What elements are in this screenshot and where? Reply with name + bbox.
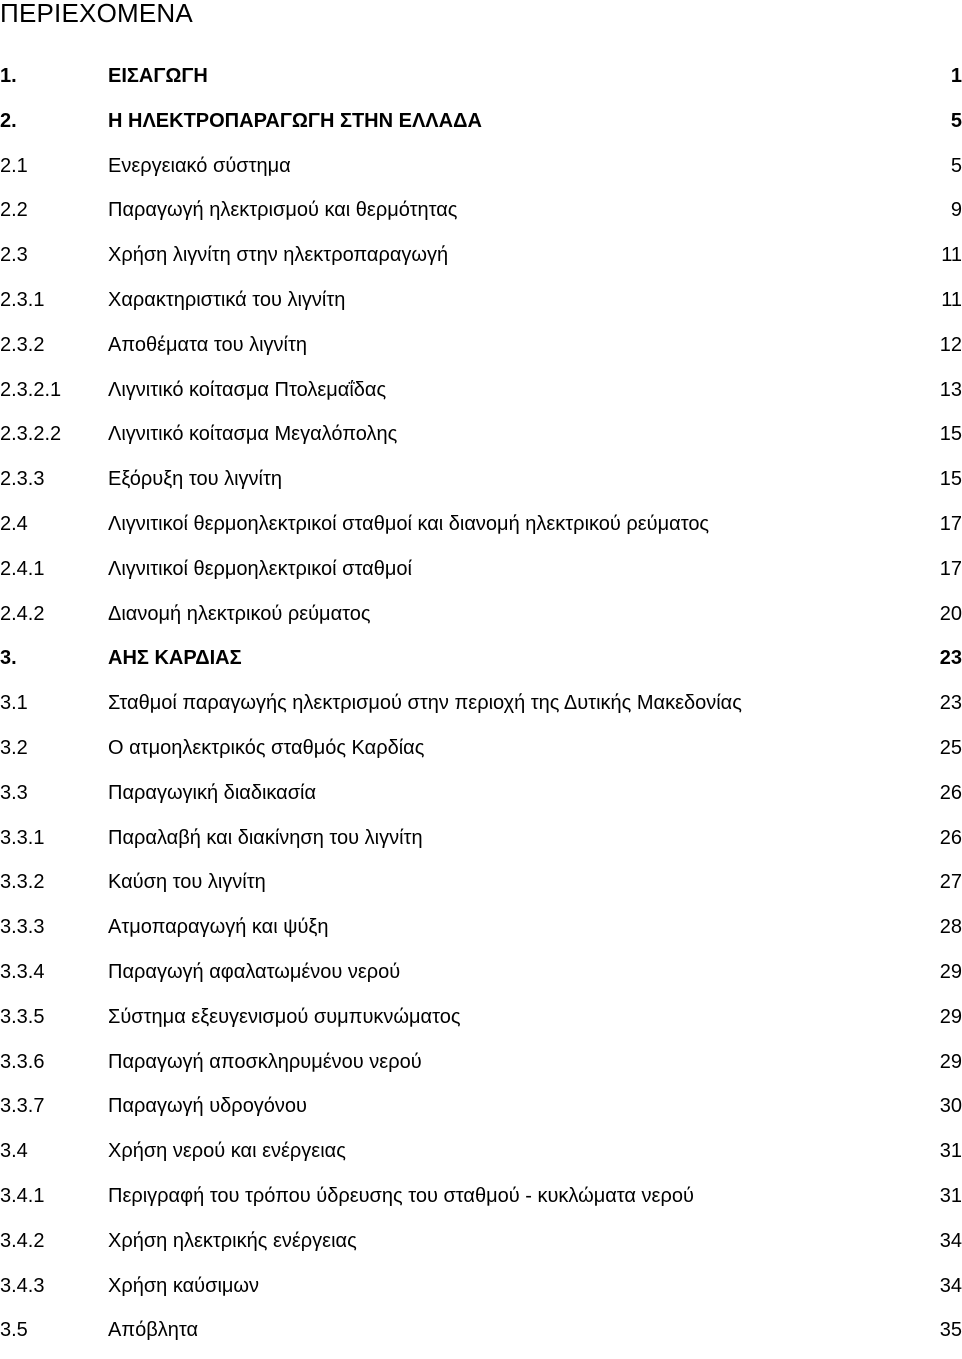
toc-entry[interactable] — [0, 553, 962, 598]
toc-entry-title: ΑΗΣ ΚΑΡΔΙΑΣ — [108, 647, 242, 670]
toc-entry[interactable] — [0, 1180, 962, 1225]
toc-entry-number: 3.3 — [0, 781, 28, 804]
toc-entry-title: Χαρακτηριστικά του λιγνίτη — [108, 288, 346, 311]
toc-entry[interactable] — [0, 284, 962, 329]
toc-entry[interactable] — [0, 508, 962, 553]
toc-entry[interactable] — [0, 329, 962, 374]
toc-entry[interactable] — [0, 194, 962, 239]
toc-entry-title: Περιγραφή του τρόπου ύδρευσης του σταθμού - κυκλώματα νερού — [108, 1184, 694, 1207]
toc-entry[interactable] — [0, 1001, 962, 1046]
toc-entry-number: 2.4 — [0, 512, 28, 535]
toc-entry-title: Σταθμοί παραγωγής ηλεκτρισμού στην περιοχή της Δυτικής Μακεδονίας — [108, 692, 742, 715]
page-title: ΠΕΡΙΕΧΟΜΕΝΑ — [0, 0, 193, 28]
toc-entry-number: 2.4.2 — [0, 602, 45, 625]
toc-entry-number: 3.3.2 — [0, 871, 45, 894]
toc-entry-title: Ο ατμοηλεκτρικός σταθμός Καρδίας — [108, 736, 425, 759]
toc-entry-number: 3.4.1 — [0, 1184, 45, 1207]
toc-entry[interactable] — [0, 866, 962, 911]
toc-entry[interactable] — [0, 418, 962, 463]
toc-entry-page-number: 31 — [939, 1184, 962, 1207]
toc-entry-number: 2.4.1 — [0, 557, 45, 580]
toc-entry-page-number: 20 — [939, 602, 962, 625]
table-of-contents — [0, 60, 962, 1359]
toc-entry-page-number: 26 — [939, 781, 962, 804]
toc-entry-page-number: 29 — [939, 1005, 962, 1028]
toc-entry-page-number: 34 — [939, 1229, 962, 1252]
toc-entry-page-number: 11 — [941, 244, 962, 267]
toc-entry-title: Λιγνιτικοί θερμοηλεκτρικοί σταθμοί και διανομή ηλεκτρικού ρεύματος — [108, 512, 710, 535]
toc-entry-title: Παραγωγή αποσκληρυμένου νερού — [108, 1050, 422, 1073]
toc-entry-number: 3.3.5 — [0, 1005, 45, 1028]
toc-entry[interactable] — [0, 598, 962, 643]
toc-entry-number: 3.5 — [0, 1319, 28, 1342]
toc-entry-title: Σύστημα εξευγενισμού συμπυκνώματος — [108, 1005, 461, 1028]
toc-entry-number: 3.3.1 — [0, 826, 45, 849]
toc-entry-title: Ενεργειακό σύστημα — [108, 154, 291, 177]
toc-entry-number: 3.3.4 — [0, 960, 45, 983]
toc-entry-number: 3.4 — [0, 1140, 28, 1163]
toc-entry-number: 2. — [0, 109, 17, 132]
toc-entry-page-number: 17 — [939, 512, 962, 535]
toc-entry-page-number: 9 — [950, 199, 962, 222]
toc-entry[interactable] — [0, 642, 962, 687]
toc-entry-page-number: 34 — [939, 1274, 962, 1297]
toc-entry[interactable] — [0, 1225, 962, 1270]
toc-entry[interactable] — [0, 732, 962, 777]
toc-entry[interactable] — [0, 1314, 962, 1359]
toc-entry-number: 3.3.6 — [0, 1050, 45, 1073]
toc-entry-page-number: 15 — [939, 468, 962, 491]
toc-entry-title: Παραγωγή υδρογόνου — [108, 1095, 307, 1118]
toc-entry-page-number: 29 — [939, 1050, 962, 1073]
toc-entry-title: Λιγνιτικοί θερμοηλεκτρικοί σταθμοί — [108, 557, 412, 580]
toc-entry-title: Λιγνιτικό κοίτασμα Πτολεμαΐδας — [108, 378, 387, 401]
toc-entry-title: Χρήση λιγνίτη στην ηλεκτροπαραγωγή — [108, 244, 449, 267]
toc-entry-title: Αποθέματα του λιγνίτη — [108, 333, 307, 356]
toc-entry-page-number: 15 — [939, 423, 962, 446]
toc-entry[interactable] — [0, 239, 962, 284]
toc-entry-page-number: 11 — [941, 288, 962, 311]
toc-entry-title: Παραγωγή αφαλατωμένου νερού — [108, 960, 401, 983]
toc-entry-title: Παραγωγή ηλεκτρισμού και θερμότητας — [108, 199, 458, 222]
toc-entry-title: Διανομή ηλεκτρικού ρεύματος — [108, 602, 371, 625]
toc-entry-title: Εξόρυξη του λιγνίτη — [108, 468, 282, 491]
toc-entry-title: Απόβλητα — [108, 1319, 199, 1342]
toc-entry-page-number: 5 — [950, 154, 962, 177]
toc-entry[interactable] — [0, 911, 962, 956]
toc-entry[interactable] — [0, 463, 962, 508]
toc-entry[interactable] — [0, 822, 962, 867]
toc-entry-page-number: 23 — [939, 647, 962, 670]
toc-entry[interactable] — [0, 1270, 962, 1315]
toc-entry-page-number: 13 — [939, 378, 962, 401]
toc-entry-title: Χρήση νερού και ενέργειας — [108, 1140, 346, 1163]
toc-entry-number: 2.3.2.2 — [0, 423, 62, 446]
toc-entry-title: Ατμοπαραγωγή και ψύξη — [108, 916, 329, 939]
toc-entry[interactable] — [0, 105, 962, 150]
toc-entry-number: 3.4.3 — [0, 1274, 45, 1297]
toc-entry-number: 3.2 — [0, 736, 28, 759]
toc-entry[interactable] — [0, 150, 962, 195]
toc-entry-page-number: 1 — [950, 65, 962, 87]
toc-entry-page-number: 29 — [939, 960, 962, 983]
toc-entry-number: 1. — [0, 65, 17, 87]
toc-entry-number: 2.3.2.1 — [0, 378, 62, 401]
toc-entry-number: 3.1 — [0, 692, 28, 715]
toc-entry-page-number: 12 — [939, 333, 962, 356]
toc-entry-page-number: 30 — [939, 1095, 962, 1118]
toc-entry-title: Χρήση ηλεκτρικής ενέργειας — [108, 1229, 357, 1252]
toc-entry-page-number: 5 — [950, 109, 962, 132]
toc-entry-page-number: 17 — [939, 557, 962, 580]
toc-entry[interactable] — [0, 1046, 962, 1091]
toc-entry-title: Παραλαβή και διακίνηση του λιγνίτη — [108, 826, 423, 849]
toc-entry-number: 3.4.2 — [0, 1229, 45, 1252]
toc-entry-title: Λιγνιτικό κοίτασμα Μεγαλόπολης — [108, 423, 398, 446]
toc-entry-number: 2.3.3 — [0, 468, 45, 491]
toc-entry-page-number: 26 — [939, 826, 962, 849]
toc-entry-page-number: 35 — [939, 1319, 962, 1342]
toc-entry-number: 2.3.2 — [0, 333, 45, 356]
toc-entry-page-number: 23 — [939, 692, 962, 715]
toc-entry-page-number: 25 — [939, 736, 962, 759]
toc-entry-title: Η ΗΛΕΚΤΡΟΠΑΡΑΓΩΓΗ ΣΤΗΝ ΕΛΛΑΔΑ — [108, 109, 482, 132]
toc-entry-number: 2.2 — [0, 199, 28, 222]
toc-entry-title: Παραγωγική διαδικασία — [108, 781, 317, 804]
toc-entry-number: 2.1 — [0, 154, 28, 177]
toc-entry-title: Χρήση καύσιμων — [108, 1274, 260, 1297]
toc-entry-number: 3.3.7 — [0, 1095, 45, 1118]
toc-entry[interactable] — [0, 1135, 962, 1180]
toc-entry[interactable] — [0, 956, 962, 1001]
toc-entry-title: ΕΙΣΑΓΩΓΗ — [108, 65, 208, 87]
toc-entry-number: 2.3 — [0, 244, 28, 267]
toc-entry-page-number: 27 — [939, 871, 962, 894]
toc-entry-title: Καύση του λιγνίτη — [108, 871, 266, 894]
toc-entry[interactable] — [0, 1090, 962, 1135]
toc-entry-number: 2.3.1 — [0, 288, 45, 311]
toc-entry[interactable] — [0, 60, 962, 105]
toc-entry[interactable] — [0, 687, 962, 732]
toc-entry-number: 3.3.3 — [0, 916, 45, 939]
toc-entry-number: 3. — [0, 647, 17, 670]
toc-entry[interactable] — [0, 374, 962, 419]
toc-entry[interactable] — [0, 777, 962, 822]
toc-entry-page-number: 31 — [939, 1140, 962, 1163]
toc-entry-page-number: 28 — [939, 916, 962, 939]
